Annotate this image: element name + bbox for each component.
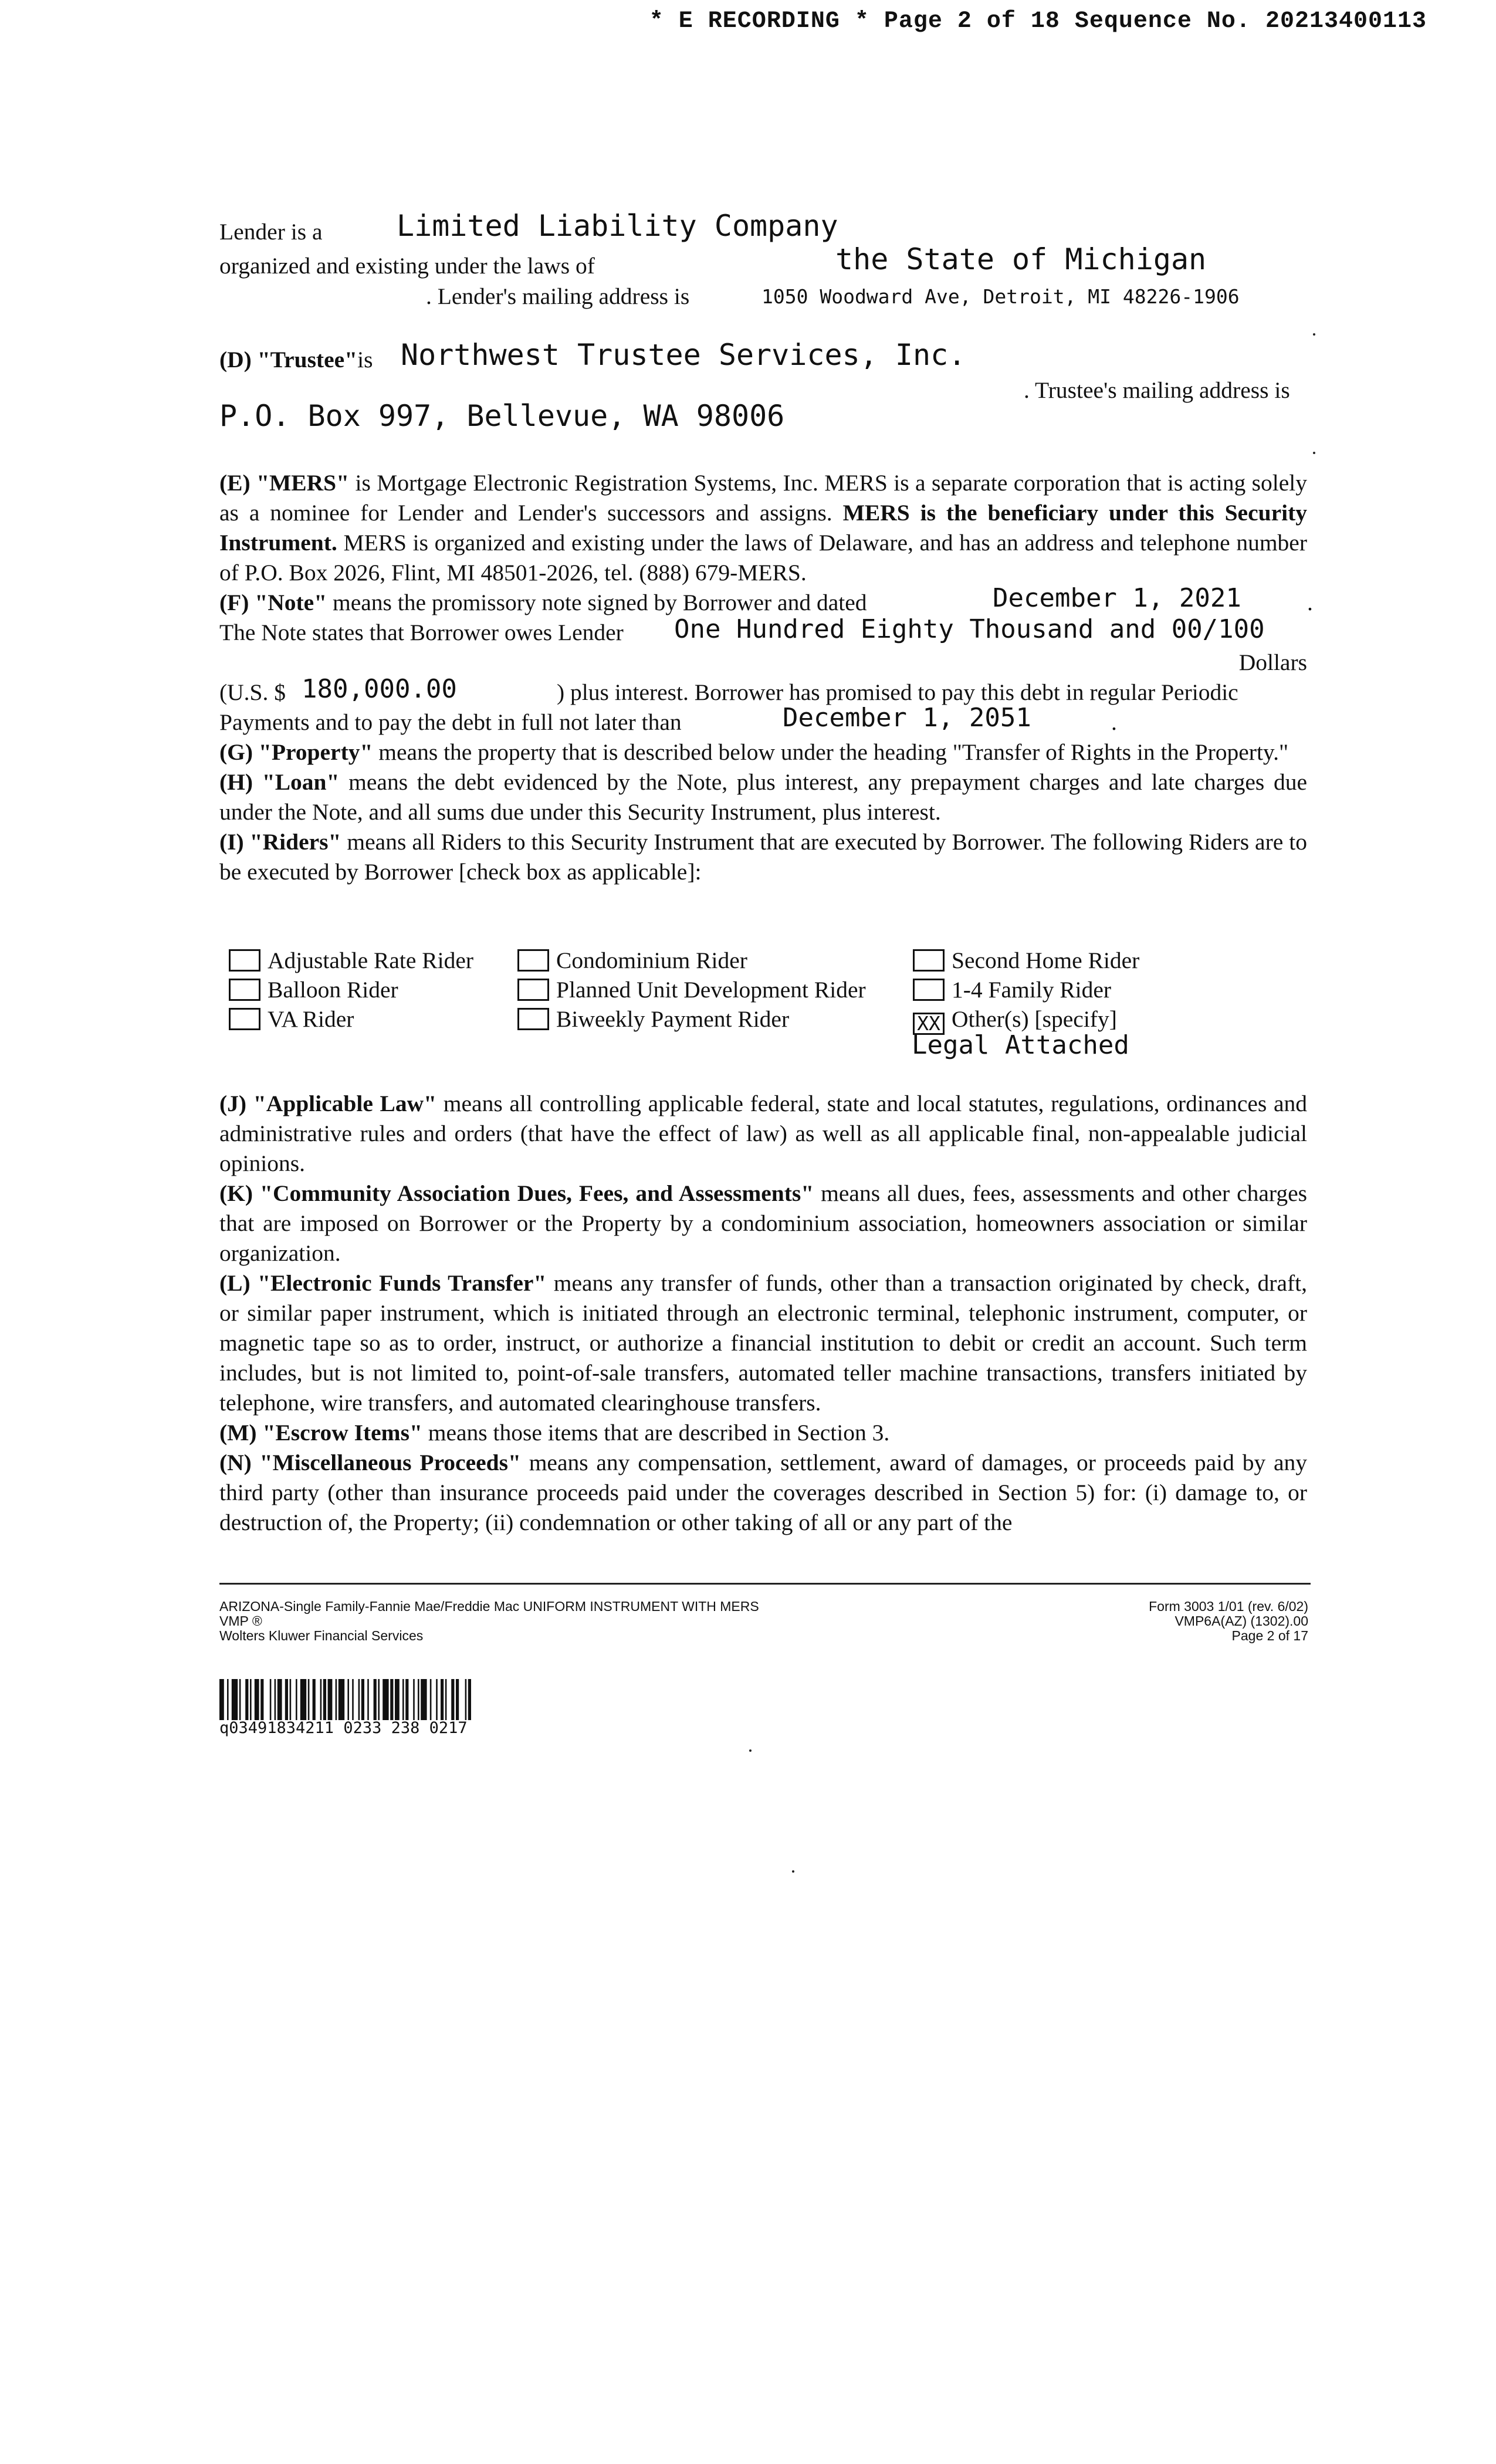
checkbox-condominium[interactable]	[517, 949, 549, 972]
rider-1-4-family: 1-4 Family Rider	[913, 975, 1111, 1004]
barcode-bar	[296, 1679, 297, 1720]
checkbox-biweekly[interactable]	[517, 1008, 549, 1030]
rider-pud: Planned Unit Development Rider	[517, 975, 866, 1004]
barcode-bar	[255, 1679, 259, 1720]
barcode-bar	[468, 1679, 471, 1720]
para-f-line5: Payments and to pay the debt in full not later than December 1, 2051 .	[219, 703, 1117, 735]
barcode-bar	[275, 1679, 276, 1720]
form-dot	[1313, 333, 1315, 336]
para-l: (L) "Electronic Funds Transfer" means any transfer of funds, other than a transaction originated by check, draft, or similar paper instrument, which is initiated through an electronic terminal, telephonic instrument, computer, or magnetic tape so as to order, instruct, or authorize a financial institution to debit or credit an account. Such term includes, but is not limited to, point-of-sale transfers, automated teller machine transactions, transfers initiated by telephone, wire transfers, and automated clearinghouse transfers.	[219, 1270, 1307, 1416]
barcode-bar	[219, 1679, 224, 1720]
barcode-bar	[441, 1679, 444, 1720]
barcode-bar	[378, 1679, 380, 1720]
checkbox-va[interactable]	[229, 1008, 260, 1030]
barcode	[219, 1679, 651, 1720]
barcode-bar	[313, 1679, 316, 1720]
checkbox-balloon[interactable]	[229, 979, 260, 1001]
trustee-mailing-label: . Trustee's mailing address is	[1024, 377, 1290, 403]
barcode-bar	[405, 1679, 408, 1720]
checkbox-1-4-family[interactable]	[913, 979, 945, 1001]
para-f-line2: The Note states that Borrower owes Lender One Hundred Eighty Thousand and 00/100	[219, 614, 1265, 645]
barcode-bar	[374, 1679, 377, 1720]
note-amount-value: 180,000.00	[302, 674, 457, 704]
para-m: (M) "Escrow Items" means those items that are described in Section 3.	[219, 1420, 890, 1446]
lender-state-value: the State of Michigan	[835, 242, 1207, 276]
barcode-bar	[290, 1679, 292, 1720]
lender-mailing-label: . Lender's mailing address is	[426, 283, 690, 309]
lender-mailing-address: 1050 Woodward Ave, Detroit, MI 48226-1906	[761, 285, 1240, 308]
barcode-text: q03491834211 0233 238 0217	[219, 1719, 468, 1737]
riders-checklist	[229, 946, 1226, 1060]
barcode-bar	[285, 1679, 288, 1720]
barcode-bar	[358, 1679, 360, 1720]
barcode-bar	[347, 1679, 349, 1720]
definitions-text	[219, 468, 1313, 887]
other-rider-specify-value: Legal Attached	[912, 1030, 1129, 1060]
trustee-is: is	[357, 347, 373, 373]
checkbox-pud[interactable]	[517, 979, 549, 1001]
checkbox-other[interactable]: XX	[913, 1013, 945, 1035]
barcode-bar	[451, 1679, 454, 1720]
rider-other: XX Other(s) [specify]	[913, 1004, 1117, 1034]
note-amount-words-value: One Hundred Eighty Thousand and 00/100	[674, 614, 1265, 644]
para-k: (K) "Community Association Dues, Fees, and Assessments" means all dues, fees, assessments and other charges that are imposed on Borrower or the Property by a condominium association, homeowners association or similar organization.	[219, 1180, 1308, 1266]
barcode-bar	[328, 1679, 333, 1720]
lender-type-value: Limited Liability Company	[397, 209, 838, 243]
rider-second-home: Second Home Rider	[913, 946, 1139, 975]
barcode-bar	[352, 1679, 354, 1720]
barcode-bar	[270, 1679, 272, 1720]
barcode-bar	[445, 1679, 447, 1720]
barcode-bar	[383, 1679, 388, 1720]
barcode-bar	[367, 1679, 369, 1720]
barcode-bar	[413, 1679, 415, 1720]
barcode-bar	[339, 1679, 344, 1720]
para-h: (H) "Loan" means the debt evidenced by the Note, plus interest, any prepayment charges and late charges due under the Note, and all sums due under this Security Instrument, plus interest.	[219, 769, 1307, 825]
rider-adjustable-rate: Adjustable Rate Rider	[229, 946, 473, 975]
barcode-bar	[320, 1679, 322, 1720]
barcode-bar	[402, 1679, 404, 1720]
lender-organized-text: organized and existing under the laws of	[219, 253, 595, 279]
checkbox-second-home[interactable]	[913, 949, 945, 972]
trustee-name-value: Northwest Trustee Services, Inc.	[401, 338, 966, 372]
checkbox-adjustable-rate[interactable]	[229, 949, 260, 972]
barcode-bar	[323, 1679, 326, 1720]
barcode-bar	[227, 1679, 229, 1720]
trustee-letter: (D)	[219, 347, 252, 373]
barcode-bar	[260, 1679, 263, 1720]
barcode-bar	[336, 1679, 337, 1720]
trustee-address-value: P.O. Box 997, Bellevue, WA 98006	[219, 399, 785, 433]
barcode-bar	[421, 1679, 427, 1720]
barcode-bar	[245, 1679, 248, 1720]
page-dot	[749, 1749, 752, 1752]
para-g: (G) "Property" means the property that is described below under the heading "Transfer of Rights in the Property."	[219, 739, 1289, 765]
barcode-bar	[277, 1679, 282, 1720]
para-f-line3: Dollars	[1238, 649, 1307, 675]
para-n: (N) "Miscellaneous Proceeds" means any compensation, settlement, award of damages, or proceeds paid by any third party (other than insurance proceeds paid under the coverages described in Section 5) for: (i) damage to, or destruction of, the Property; (ii) condemnation or other taking of all or any part of the	[219, 1450, 1308, 1535]
rider-balloon: Balloon Rider	[229, 975, 398, 1004]
barcode-bar	[361, 1679, 364, 1720]
footer-right	[1103, 1599, 1308, 1643]
barcode-bar	[250, 1679, 252, 1720]
para-i: (I) "Riders" means all Riders to this Security Instrument that are executed by Borrower. The following Riders are to be executed by Borrower [check box as applicable]:	[219, 829, 1307, 885]
barcode-bar	[300, 1679, 306, 1720]
note-date-value: December 1, 2021	[993, 583, 1241, 613]
barcode-bar	[390, 1679, 393, 1720]
footer-vmp: VMP ®	[219, 1613, 262, 1629]
barcode-bar	[418, 1679, 419, 1720]
barcode-bar	[308, 1679, 310, 1720]
barcode-bar	[436, 1679, 438, 1720]
lender-prefix: Lender is a	[219, 219, 323, 245]
rider-biweekly: Biweekly Payment Rider	[517, 1004, 789, 1034]
barcode-bar	[465, 1679, 467, 1720]
para-e: (E) "MERS" is Mortgage Electronic Registration Systems, Inc. MERS is a separate corporation that is acting solely as a nominee for Lender and Lender's successors and assigns. MERS is the beneficiary under this Security Instrument. MERS is organized and existing under the laws of Delaware, and has an address and telephone number of P.O. Box 2026, Flint, MI 48501-2026, tel. (888) 679-MERS.	[219, 470, 1307, 585]
footer-page-number: Page 2 of 17	[1231, 1628, 1308, 1643]
barcode-bar	[395, 1679, 400, 1720]
footer-rule	[219, 1583, 1311, 1585]
footer-vmp-code: VMP6A(AZ) (1302).00	[1175, 1613, 1308, 1629]
barcode-bar	[232, 1679, 238, 1720]
trustee-label-line	[219, 345, 373, 375]
recording-header: * E RECORDING * Page 2 of 18 Sequence No. 20213400113	[649, 8, 1427, 35]
trustee-term: "Trustee"	[257, 347, 358, 373]
barcode-bar	[430, 1679, 432, 1720]
para-j: (J) "Applicable Law" means all controlling applicable federal, state and local statutes, regulations, ordinances and administrative rules and orders (that have the effect of law) as well as all applicable final, non-appealable judicial opinions.	[219, 1091, 1307, 1176]
footer-left	[219, 1599, 759, 1643]
barcode-bar	[239, 1679, 241, 1720]
maturity-date-value: December 1, 2051	[783, 703, 1031, 733]
footer-publisher: Wolters Kluwer Financial Services	[219, 1628, 424, 1643]
barcode-bar	[456, 1679, 459, 1720]
para-f-line1: (F) "Note" means the promissory note signed by Borrower and dated December 1, 2021 .	[219, 583, 1313, 615]
rider-condominium: Condominium Rider	[517, 946, 747, 975]
footer-form-title: ARIZONA-Single Family-Fannie Mae/Freddie Mac UNIFORM INSTRUMENT WITH MERS	[219, 1599, 759, 1614]
form-dot	[1313, 452, 1315, 454]
rider-va: VA Rider	[229, 1004, 354, 1034]
page-dot	[792, 1870, 794, 1873]
para-f-line4: (U.S. $ 180,000.00 ) plus interest. Borrower has promised to pay this debt in regular Periodic	[219, 674, 1238, 705]
footer-form-number: Form 3003 1/01 (rev. 6/02)	[1149, 1599, 1308, 1614]
definitions-text-lower	[219, 1089, 1307, 1538]
